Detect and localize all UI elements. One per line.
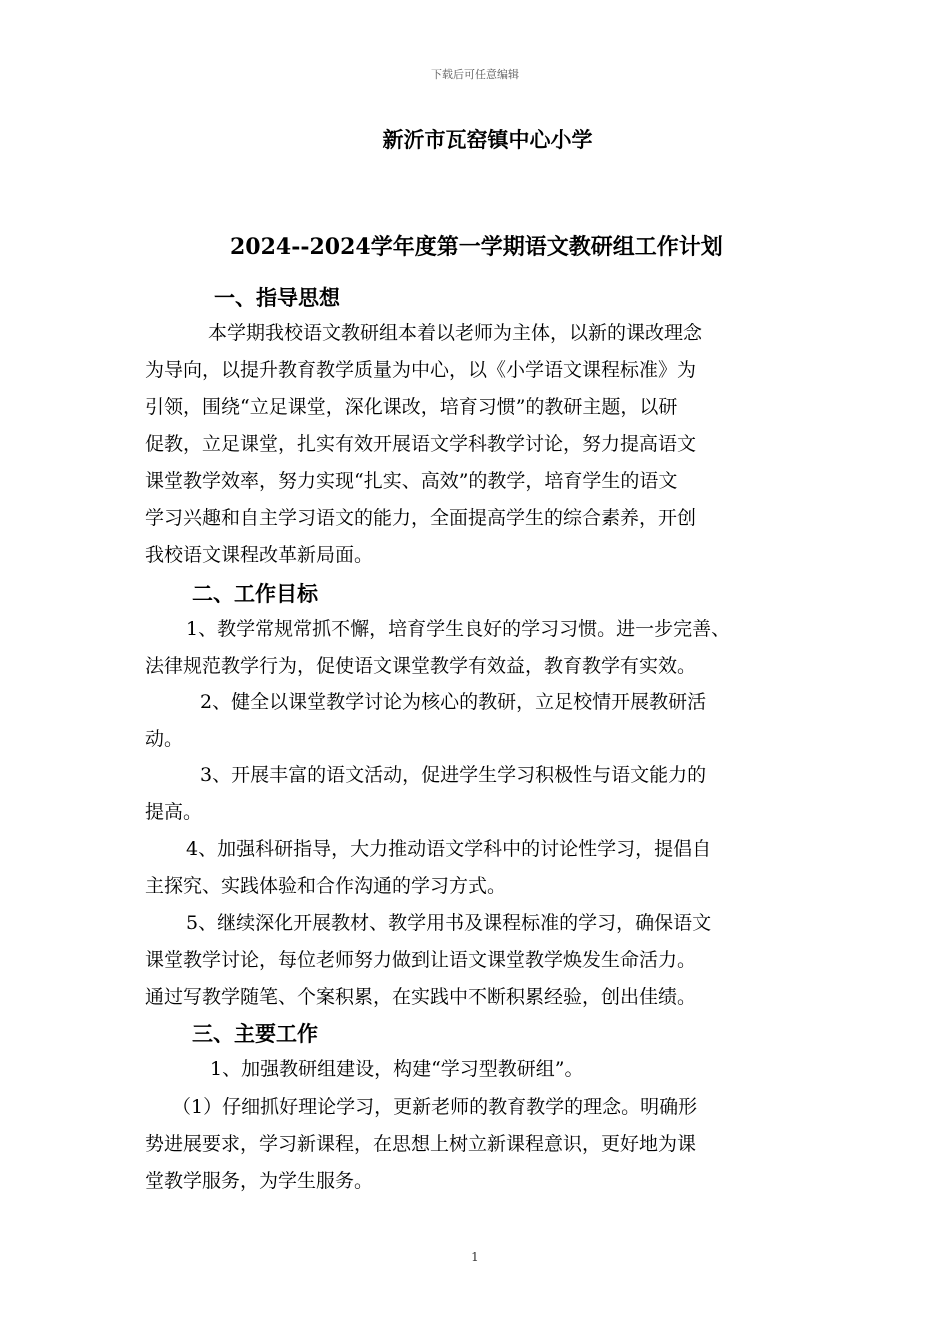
section-heading-guiding-ideology: 一、指导思想 (214, 285, 340, 310)
paragraph-line: 3、开展丰富的语文活动，促进学生学习积极性与语文能力的 (200, 764, 707, 786)
paragraph-line: 势进展要求，学习新课程，在思想上树立新课程意识，更好地为课 (145, 1133, 697, 1155)
paragraph-line: 2、健全以课堂教学讨论为核心的教研，立足校情开展教研活 (200, 691, 707, 713)
paragraph-line: 我校语文课程改革新局面。 (145, 544, 374, 566)
header-note: 下载后可任意编辑 (431, 68, 519, 81)
paragraph-line: 通过写教学随笔、个案积累，在实践中不断积累经验，创出佳绩。 (145, 986, 697, 1008)
section-heading-main-work: 三、主要工作 (192, 1021, 318, 1046)
paragraph-line: 动。 (145, 728, 184, 750)
paragraph-line: 为导向，以提升教育教学质量为中心，以《小学语文课程标准》为 (145, 359, 697, 381)
paragraph-line: 1、教学常规常抓不懈，培育学生良好的学习习惯。进一步完善、 (186, 618, 731, 640)
paragraph-line: 主探究、实践体验和合作沟通的学习方式。 (145, 875, 507, 897)
paragraph-line: 5、继续深化开展教材、教学用书及课程标准的学习，确保语文 (186, 912, 712, 934)
paragraph-line: 1、加强教研组建设，构建“学习型教研组”。 (210, 1058, 584, 1080)
paragraph-line: 学习兴趣和自主学习语文的能力，全面提高学生的综合素养，开创 (145, 507, 697, 529)
paragraph-line: 课堂教学效率，努力实现“扎实、高效”的教学，培育学生的语文 (145, 470, 678, 492)
paragraph-line: 4、加强科研指导，大力推动语文学科中的讨论性学习，提倡自 (186, 838, 712, 860)
paragraph-line: 本学期我校语文教研组本着以老师为主体，以新的课改理念 (208, 322, 703, 344)
paragraph-line: 堂教学服务，为学生服务。 (145, 1170, 374, 1192)
document-title: 2024--2024学年度第一学期语文教研组工作计划 (230, 234, 723, 260)
paragraph-line: 引领，围绕“立足课堂，深化课改，培育习惯”的教研主题，以研 (145, 396, 678, 418)
section-heading-work-goals: 二、工作目标 (192, 581, 318, 606)
paragraph-line: 促教，立足课堂，扎实有效开展语文学科教学讨论，努力提高语文 (145, 433, 697, 455)
page-number: 1 (471, 1250, 479, 1264)
paragraph-line: （1）仔细抓好理论学习，更新老师的教育教学的理念。明确形 (172, 1096, 698, 1118)
paragraph-line: 提高。 (145, 801, 203, 823)
paragraph-line: 法律规范教学行为，促使语文课堂教学有效益，教育教学有实效。 (145, 655, 697, 677)
paragraph-line: 课堂教学讨论，每位老师努力做到让语文课堂教学焕发生命活力。 (145, 949, 697, 971)
school-name: 新沂市瓦窑镇中心小学 (382, 127, 593, 152)
